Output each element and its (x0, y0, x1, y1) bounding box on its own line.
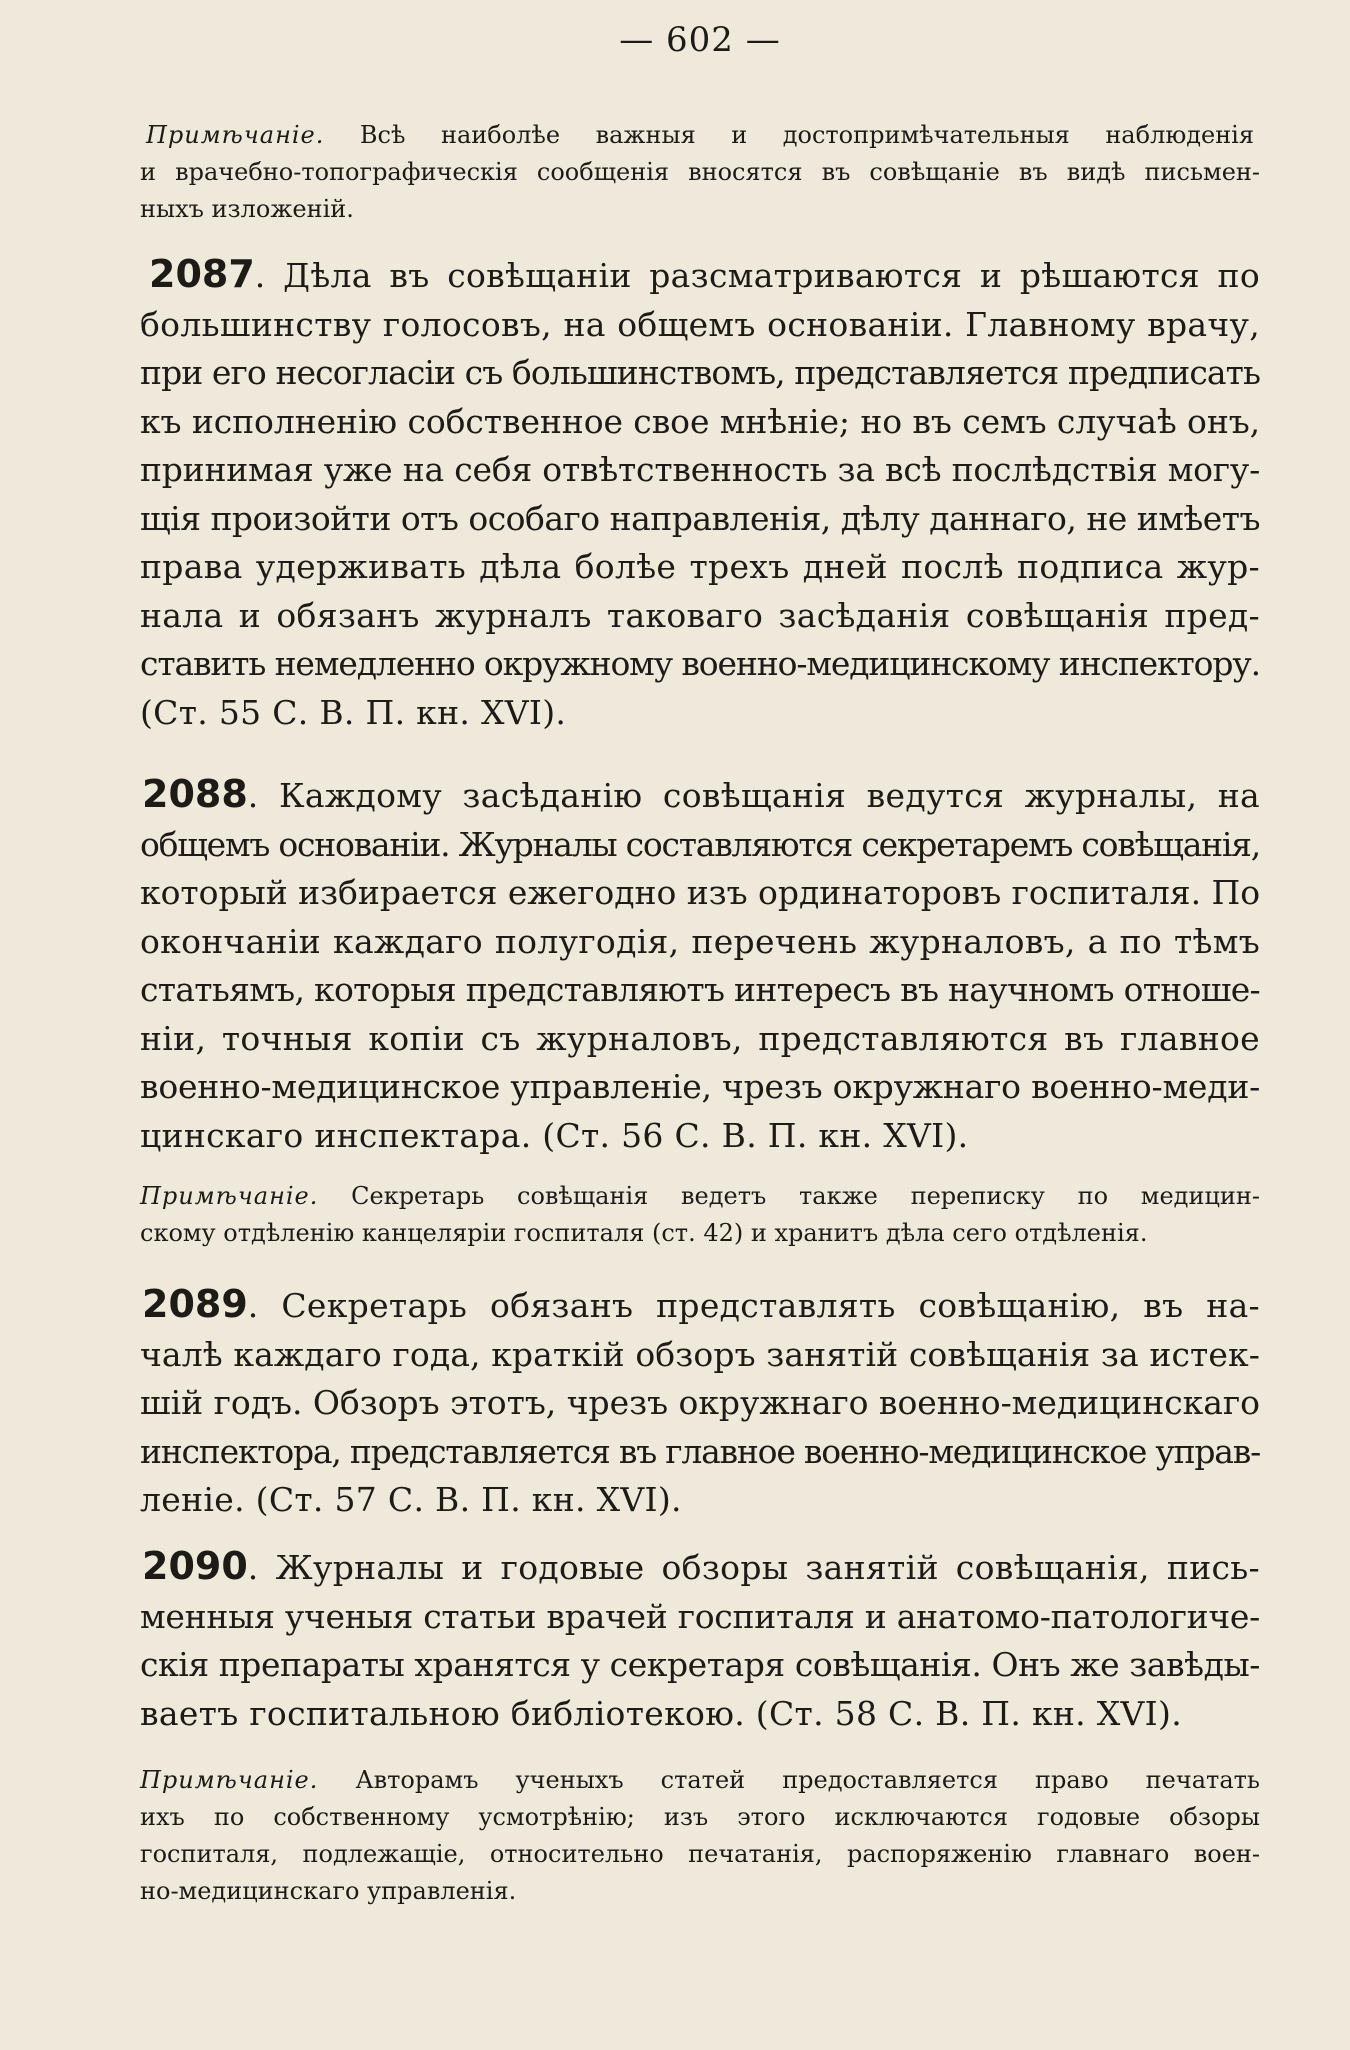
page-number: — 602 — (619, 20, 781, 60)
article-2088-line-8: цинскаго инспектара. (Ст. 56 С. В. П. кн. XVI). (140, 1115, 969, 1155)
article-2089-line-2: чалѣ каждаго года, краткій обзоръ занятій совѣщанія за истек- (140, 1334, 1261, 1374)
article-number: 2090 (142, 1544, 248, 1588)
article-2088-line-7: военно-медицинское управленіе, чрезъ окружнаго военно-меди- (140, 1067, 1261, 1106)
article-2087-line-10: (Ст. 55 С. В. П. кн. XVI). (140, 692, 567, 732)
article-2088-line-2: общемъ основаніи. Журналы составляются секретаремъ совѣщанія, (140, 824, 1260, 864)
article-2087-line-5: принимая уже на себя отвѣтственность за всѣ послѣдствія могу- (140, 450, 1261, 489)
article-2087 (140, 250, 1260, 737)
note-3-line-1: Примѣчаніе. Авторамъ ученыхъ статей предоставляется право печатать (140, 1766, 1260, 1794)
note-3-label: Примѣчаніе. (140, 1766, 319, 1794)
note-3-line-4: но-медицинскаго управленія. (140, 1877, 517, 1905)
note-2-label: Примѣчаніе. (140, 1182, 319, 1210)
article-number: 2089 (142, 1282, 248, 1326)
article-2088 (140, 770, 1260, 1160)
article-2089-line-1: 2089. Секретарь обязанъ представлять совѣщанію, въ на- (142, 1282, 1260, 1326)
note-1-line-2: и врачебно-топографическія сообщенія вносятся въ совѣщаніе въ видѣ письмен- (140, 158, 1260, 186)
article-2088-line-6: ніи, точныя копіи съ журналовъ, представляются въ главное (140, 1018, 1260, 1058)
article-2087-line-2: большинству голосовъ, на общемъ основаніи. Главному врачу, (140, 304, 1260, 344)
note-2-line-1: Примѣчаніе. Секретарь совѣщанія ведетъ также переписку по медицин- (140, 1182, 1260, 1210)
article-2089-line-4: инспектора, представляется въ главное военно-медицинское управ- (140, 1431, 1261, 1471)
article-2087-line-6: щія произойти отъ особаго направленія, дѣлу даннаго, не имѣетъ (140, 498, 1260, 538)
article-2090-line-4: ваетъ госпитальною библіотекою. (Ст. 58 С. В. П. кн. XVI). (140, 1693, 1182, 1733)
note-1-line-3: ныхъ изложеній. (140, 195, 354, 223)
article-2090-line-2: менныя ученыя статьи врачей госпиталя и анатомо-патологиче- (140, 1596, 1261, 1636)
article-number: 2087 (149, 252, 255, 296)
article-2087-line-9: ставить немедленно окружному военно-медицинскому инспектору. (140, 644, 1260, 683)
note-2 (140, 1178, 1260, 1252)
note-3-line-3: госпиталя, подлежащіе, относительно печатанія, распоряженію главнаго воен- (140, 1840, 1260, 1868)
note-3-line-2: ихъ по собственному усмотрѣнію; изъ этого исключаются годовые обзоры (140, 1803, 1260, 1831)
note-1-line-1: Примѣчаніе. Всѣ наиболѣе важныя и достопримѣчательныя наблюденія (146, 121, 1255, 149)
article-2088-line-4: окончаніи каждаго полугодія, перечень журналовъ, а по тѣмъ (140, 921, 1260, 961)
article-2087-line-7: права удерживать дѣла болѣе трехъ дней послѣ подписа жур- (140, 547, 1260, 586)
article-number: 2088 (142, 772, 248, 816)
article-2089-line-3: шій годъ. Обзоръ этотъ, чрезъ окружнаго военно-медицинскаго (140, 1383, 1260, 1422)
note-1-label: Примѣчаніе. (146, 121, 325, 149)
note-2-line-2: скому отдѣленію канцеляріи госпиталя (ст. 42) и хранитъ дѣла сего отдѣленія. (140, 1219, 1148, 1247)
article-2090 (140, 1542, 1260, 1738)
article-2087-line-8: нала и обязанъ журналъ таковаго засѣданія совѣщанія пред- (140, 595, 1260, 635)
article-2088-line-5: статьямъ, которыя представляютъ интересъ въ научномъ отноше- (140, 970, 1260, 1009)
note-1 (140, 117, 1260, 228)
article-2089 (140, 1280, 1260, 1525)
article-2087-line-4: къ исполненію собственное свое мнѣніе; но въ семъ случаѣ онъ, (140, 401, 1261, 441)
note-3 (140, 1762, 1260, 1910)
article-2088-line-1: 2088. Каждому засѣданію совѣщанія ведутся журналы, на (142, 772, 1260, 816)
article-2088-line-3: который избирается ежегодно изъ ординаторовъ госпиталя. По (140, 873, 1261, 912)
article-2087-line-3: при его несогласіи съ большинствомъ, представляется предписать (140, 353, 1261, 392)
article-2087-line-1: 2087. Дѣла въ совѣщаніи разсматриваются и рѣшаются по (149, 252, 1260, 296)
article-2090-line-1: 2090. Журналы и годовые обзоры занятій совѣщанія, пись- (142, 1544, 1260, 1588)
article-2090-line-3: скія препараты хранятся у секретаря совѣщанія. Онъ же завѣды- (140, 1645, 1260, 1684)
article-2089-line-5: леніе. (Ст. 57 С. В. П. кн. XVI). (140, 1480, 682, 1519)
